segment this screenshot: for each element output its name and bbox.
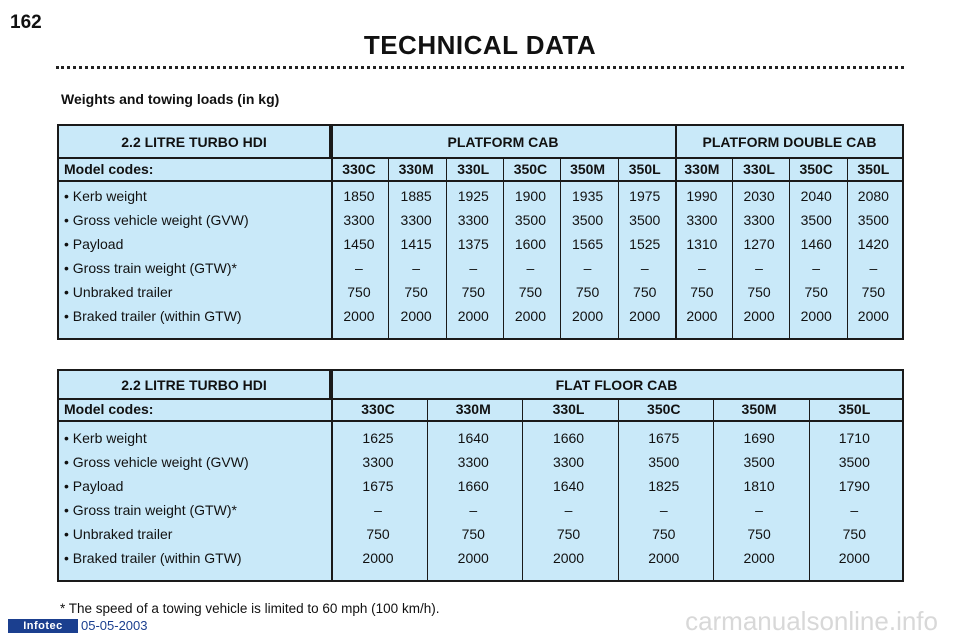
platform-cab-table [57,124,904,340]
group-header-platform-double-cab: PLATFORM DOUBLE CAB [702,133,877,150]
table-row [59,184,902,208]
value-cell: 2000 [400,308,432,324]
value-cell: – [355,260,363,276]
table-row [59,522,902,546]
value-cell: 750 [461,284,485,300]
row-label: • Gross vehicle weight (GVW) [64,212,249,228]
table-row [59,208,902,232]
model-code: 330M [398,160,434,177]
model-codes-row [59,398,902,420]
row-label: • Payload [64,478,124,494]
value-cell: 2000 [686,308,718,324]
table-body [59,426,902,570]
value-cell: 1690 [743,430,775,446]
value-cell: – [412,260,420,276]
value-cell: 2030 [743,188,775,204]
flat-floor-cab-table [57,369,904,582]
value-cell: 1925 [457,188,489,204]
value-cell: 1710 [838,430,870,446]
value-cell: 2000 [572,308,604,324]
model-code: 330M [455,401,491,417]
row-label: • Kerb weight [64,188,147,204]
value-cell: 1900 [514,188,546,204]
value-cell: 2000 [343,308,375,324]
model-code: 330L [552,401,585,417]
value-cell: 750 [556,526,581,542]
value-cell: 2000 [743,308,775,324]
value-cell: – [697,260,706,276]
value-cell: 3500 [572,212,604,228]
group-header-flat-floor-cab: FLAT FLOOR CAB [555,376,678,393]
value-cell: 2000 [800,308,832,324]
value-cell: 1420 [857,236,889,252]
infotec-logo: Infotec [8,619,78,633]
value-cell: 3300 [400,212,432,228]
value-cell: 3500 [648,454,680,470]
group-header-platform-cab: PLATFORM CAB [331,126,677,157]
value-cell: 3300 [743,212,775,228]
column-divider [847,157,848,338]
value-cell: 1990 [686,188,718,204]
model-code: 350C [647,401,681,417]
value-cell: 3500 [743,454,775,470]
value-cell: 1565 [572,236,604,252]
group-divider [675,126,677,338]
row-label: • Gross train weight (GTW)* [64,502,237,518]
value-cell: 1375 [457,236,489,252]
value-cell: 750 [461,526,485,542]
column-divider [388,157,389,338]
value-cell: 3300 [686,212,718,228]
watermark: carmanualsonline.info [685,606,938,636]
value-cell: 1660 [552,430,585,446]
model-codes-row [59,157,902,180]
value-cell: 1625 [362,430,394,446]
value-cell: – [812,260,821,276]
value-cell: – [755,260,763,276]
value-cell: 2040 [800,188,832,204]
value-cell: 1640 [457,430,489,446]
value-cell: 3300 [343,212,375,228]
value-cell: – [526,260,535,276]
value-cell: 1790 [838,478,870,494]
model-code: 350C [513,160,548,177]
value-cell: 1850 [343,188,375,204]
value-cell: 3300 [457,454,489,470]
table-row [59,546,902,570]
value-cell: 2000 [857,308,889,324]
value-cell: 3500 [838,454,870,470]
value-cell: 750 [575,284,600,300]
value-cell: 750 [747,284,771,300]
value-cell: 3300 [552,454,585,470]
value-cell: 1460 [800,236,832,252]
value-cell: 1525 [629,236,661,252]
value-cell: 1270 [743,236,775,252]
value-cell: 3500 [514,212,546,228]
table-row [59,426,902,450]
row-label: • Braked trailer (within GTW) [64,308,242,324]
column-divider [560,157,561,338]
value-cell: 2080 [857,188,889,204]
column-divider [503,157,504,338]
table-row [59,474,902,498]
value-cell: 2000 [648,550,680,566]
row-label: • Unbraked trailer [64,526,173,542]
value-cell: 750 [518,284,543,300]
table-row [59,498,902,522]
table-group-header [59,371,902,398]
section-title: Weights and towing loads (in kg) [61,91,280,107]
value-cell: 3300 [362,454,394,470]
value-cell: 1675 [362,478,394,494]
value-cell: – [564,502,573,518]
model-code: 330L [457,160,490,177]
engine-header: 2.2 LITRE TURBO HDI [59,371,331,398]
value-cell: 750 [842,526,866,542]
value-cell: 1675 [648,430,680,446]
value-cell: 750 [366,526,390,542]
value-cell: 3500 [800,212,832,228]
value-cell: 750 [804,284,828,300]
value-cell: – [583,260,592,276]
column-divider [789,157,790,338]
row-label: • Unbraked trailer [64,284,173,300]
model-code: 330L [743,160,775,177]
table-row [59,280,902,304]
model-codes-label: Model codes: [64,160,154,177]
table-row [59,450,902,474]
value-cell: 1885 [400,188,432,204]
value-cell: 2000 [362,550,394,566]
value-cell: 1935 [572,188,604,204]
value-cell: – [755,502,763,518]
table-row [59,232,902,256]
model-code: 350L [838,401,871,417]
model-code: 350M [570,160,606,177]
row-label: • Gross train weight (GTW)* [64,260,237,276]
column-divider [331,126,333,338]
model-code: 350C [799,160,833,177]
value-cell: 750 [633,284,657,300]
value-cell: 750 [347,284,371,300]
dotted-divider [56,66,904,69]
column-divider [618,398,619,580]
column-divider [618,157,619,338]
column-divider [809,398,810,580]
model-code: 350M [741,401,777,417]
value-cell: – [850,502,859,518]
model-code: 330C [361,401,395,417]
column-divider [732,157,733,338]
footer-date: 05-05-2003 [81,618,148,633]
column-divider [522,398,523,580]
table-row [59,256,902,280]
value-cell: 750 [861,284,886,300]
table-group-header [59,126,902,157]
footnote: * The speed of a towing vehicle is limited to 60 mph (100 km/h). [60,601,440,616]
table-row [59,304,902,328]
page-title: TECHNICAL DATA [363,30,597,60]
value-cell: 3500 [857,212,889,228]
value-cell: 750 [404,284,428,300]
value-cell: 1600 [514,236,546,252]
column-divider [427,398,428,580]
value-cell: 750 [747,526,771,542]
value-cell: 750 [690,284,714,300]
value-cell: 2000 [457,308,489,324]
page-number: 162 [10,12,42,33]
value-cell: 1310 [686,236,718,252]
row-label: • Gross vehicle weight (GVW) [64,454,249,470]
value-cell: 2000 [743,550,775,566]
value-cell: – [469,260,478,276]
value-cell: 3500 [629,212,661,228]
model-code: 330M [684,160,720,177]
value-cell: 2000 [552,550,585,566]
value-cell: – [640,260,649,276]
table-body [59,184,902,328]
row-label: • Payload [64,236,124,252]
row-label: • Braked trailer (within GTW) [64,550,242,566]
value-cell: – [659,502,668,518]
column-divider [446,157,447,338]
value-cell: 1975 [629,188,661,204]
value-cell: 750 [652,526,676,542]
model-code: 350L [857,160,890,177]
value-cell: 1640 [552,478,585,494]
value-cell: 1660 [457,478,489,494]
value-cell: 1810 [743,478,775,494]
value-cell: 1415 [400,236,432,252]
value-cell: 1825 [648,478,680,494]
model-code: 350L [628,160,661,177]
value-cell: 1450 [343,236,375,252]
value-cell: 2000 [629,308,661,324]
column-divider [713,398,714,580]
value-cell: – [469,502,478,518]
value-cell: 2000 [514,308,546,324]
value-cell: – [374,502,382,518]
model-code: 330C [342,160,376,177]
value-cell: 2000 [457,550,489,566]
model-codes-label: Model codes: [64,401,154,417]
engine-header: 2.2 LITRE TURBO HDI [59,126,331,157]
row-label: • Kerb weight [64,430,147,446]
value-cell: 2000 [838,550,870,566]
column-divider [331,371,333,580]
value-cell: – [869,260,878,276]
value-cell: 3300 [457,212,489,228]
